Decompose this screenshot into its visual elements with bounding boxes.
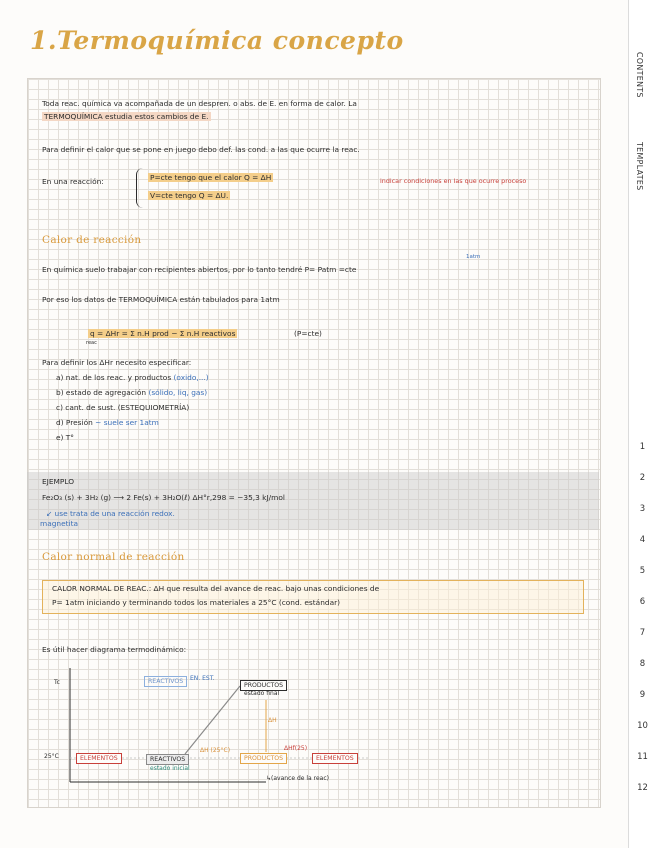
intro-line-3: Para definir el calor que se pone en juego debo def. las cond. a las que ocurre la reac. [42, 145, 360, 154]
cases-lead: En una reacción: [42, 177, 104, 186]
example-equation: Fe₂O₃ (s) + 3H₂ (g) ⟶ 2 Fe(s) + 3H₂O(ℓ) ΔH°r,298 = −35,3 kJ/mol [42, 493, 285, 502]
heading-calor-reaccion: Calor de reacción [42, 234, 142, 246]
example-label: EJEMPLO [42, 477, 75, 486]
label-dh-mid: ΔH [268, 717, 277, 724]
page-number-3[interactable]: 3 [639, 504, 646, 514]
section1-line-2: Por eso los datos de TERMOQUÍMICA están tabulados para 1atm [42, 295, 280, 304]
tab-contents[interactable]: CONTENTS [635, 52, 644, 98]
spec-item-b: b) estado de agregación (sólido, liq, gas) [56, 388, 208, 397]
label-estado-final: estado final [244, 690, 280, 697]
diagram-intro: Es útil hacer diagrama termodinámico: [42, 645, 187, 654]
box-productos-top: PRODUCTOS [240, 680, 287, 691]
section1-line-3: Para definir los ΔHr necesito especificar: [42, 358, 192, 367]
label-dh-f: ΔHf(25) [284, 745, 308, 752]
patm-superscript: 1atm [466, 254, 481, 260]
intro-line-1: Toda reac. química va acompañada de un despren. o abs. de E. en forma de calor. La [42, 99, 357, 108]
box-elementos-left: ELEMENTOS [76, 753, 122, 764]
page-number-12[interactable]: 12 [637, 783, 648, 793]
page-number-6[interactable]: 6 [639, 597, 646, 607]
cases-note: indicar condiciones en las que ocurre proceso [380, 177, 527, 185]
label-estado-inicial: estado inicial [150, 765, 190, 772]
page-number-10[interactable]: 10 [637, 721, 648, 731]
label-dh-25: ΔH (25°C) [200, 747, 231, 754]
app-sidebar [628, 0, 655, 848]
path-line [185, 686, 240, 754]
thermo-diagram [40, 660, 400, 790]
definition-line-1: CALOR NORMAL DE REAC.: ΔH que resulta del avance de reac. bajo unas condiciones de [52, 584, 380, 593]
definition-line-2: P= 1atm iniciando y terminando todos los materiales a 25°C (cond. estándar) [52, 598, 341, 607]
page-number-11[interactable]: 11 [637, 752, 648, 762]
page-number-2[interactable]: 2 [639, 473, 646, 483]
spec-item-d: d) Presión ~ suele ser 1atm [56, 418, 159, 427]
spec-item-a: a) nat. de los reac. y productos (oxido,...) [56, 373, 209, 382]
page-number-9[interactable]: 9 [639, 690, 646, 700]
heading-calor-normal: Calor normal de reacción [42, 551, 185, 563]
case-v-cte: V=cte tengo Q = ΔU. [150, 191, 229, 200]
x-axis-25c: 25°C [44, 753, 59, 760]
label-en-est: EN. EST. [190, 675, 215, 682]
equation-condition: (P=cte) [294, 329, 322, 338]
page-number-7[interactable]: 7 [639, 628, 646, 638]
page-title: 1.Termoquímica concepto [30, 26, 404, 55]
example-note: ↙ use trata de una reacción redox. [46, 509, 175, 518]
tab-templates[interactable]: TEMPLATES [635, 142, 644, 191]
page-number-5[interactable]: 5 [639, 566, 646, 576]
box-reactivos-top: REACTIVOS [144, 676, 187, 687]
intro-line-2: TERMOQUÍMICA estudia estos cambios de E. [44, 112, 209, 121]
box-reactivos-bottom: REACTIVOS [146, 754, 189, 765]
box-elementos-right: ELEMENTOS [312, 753, 358, 764]
section1-line-1: En química suelo trabajar con recipientes abiertos, por lo tanto tendré P= Patm =cte [42, 265, 357, 274]
page-number-4[interactable]: 4 [639, 535, 646, 545]
box-productos-bottom: PRODUCTOS [240, 753, 287, 764]
case-p-cte: P=cte tengo que el calor Q = ΔH [150, 173, 272, 182]
diagram-axes [40, 660, 400, 790]
spec-item-e: e) T° [56, 433, 74, 442]
page-number-8[interactable]: 8 [639, 659, 646, 669]
enthalpy-equation: q = ΔHr = Σ n.H prod − Σ n.H reactivos [90, 329, 236, 338]
equation-subscript: reac [86, 340, 97, 346]
y-axis-label: Tc [54, 679, 60, 686]
example-note-2: magnetita [40, 519, 79, 528]
axis-caption: ↳(avance de la reac) [266, 775, 329, 782]
brace [136, 168, 143, 208]
spec-item-c: c) cant. de sust. (ESTEQUIOMETRÍA) [56, 403, 190, 412]
page-number-1[interactable]: 1 [639, 442, 646, 452]
